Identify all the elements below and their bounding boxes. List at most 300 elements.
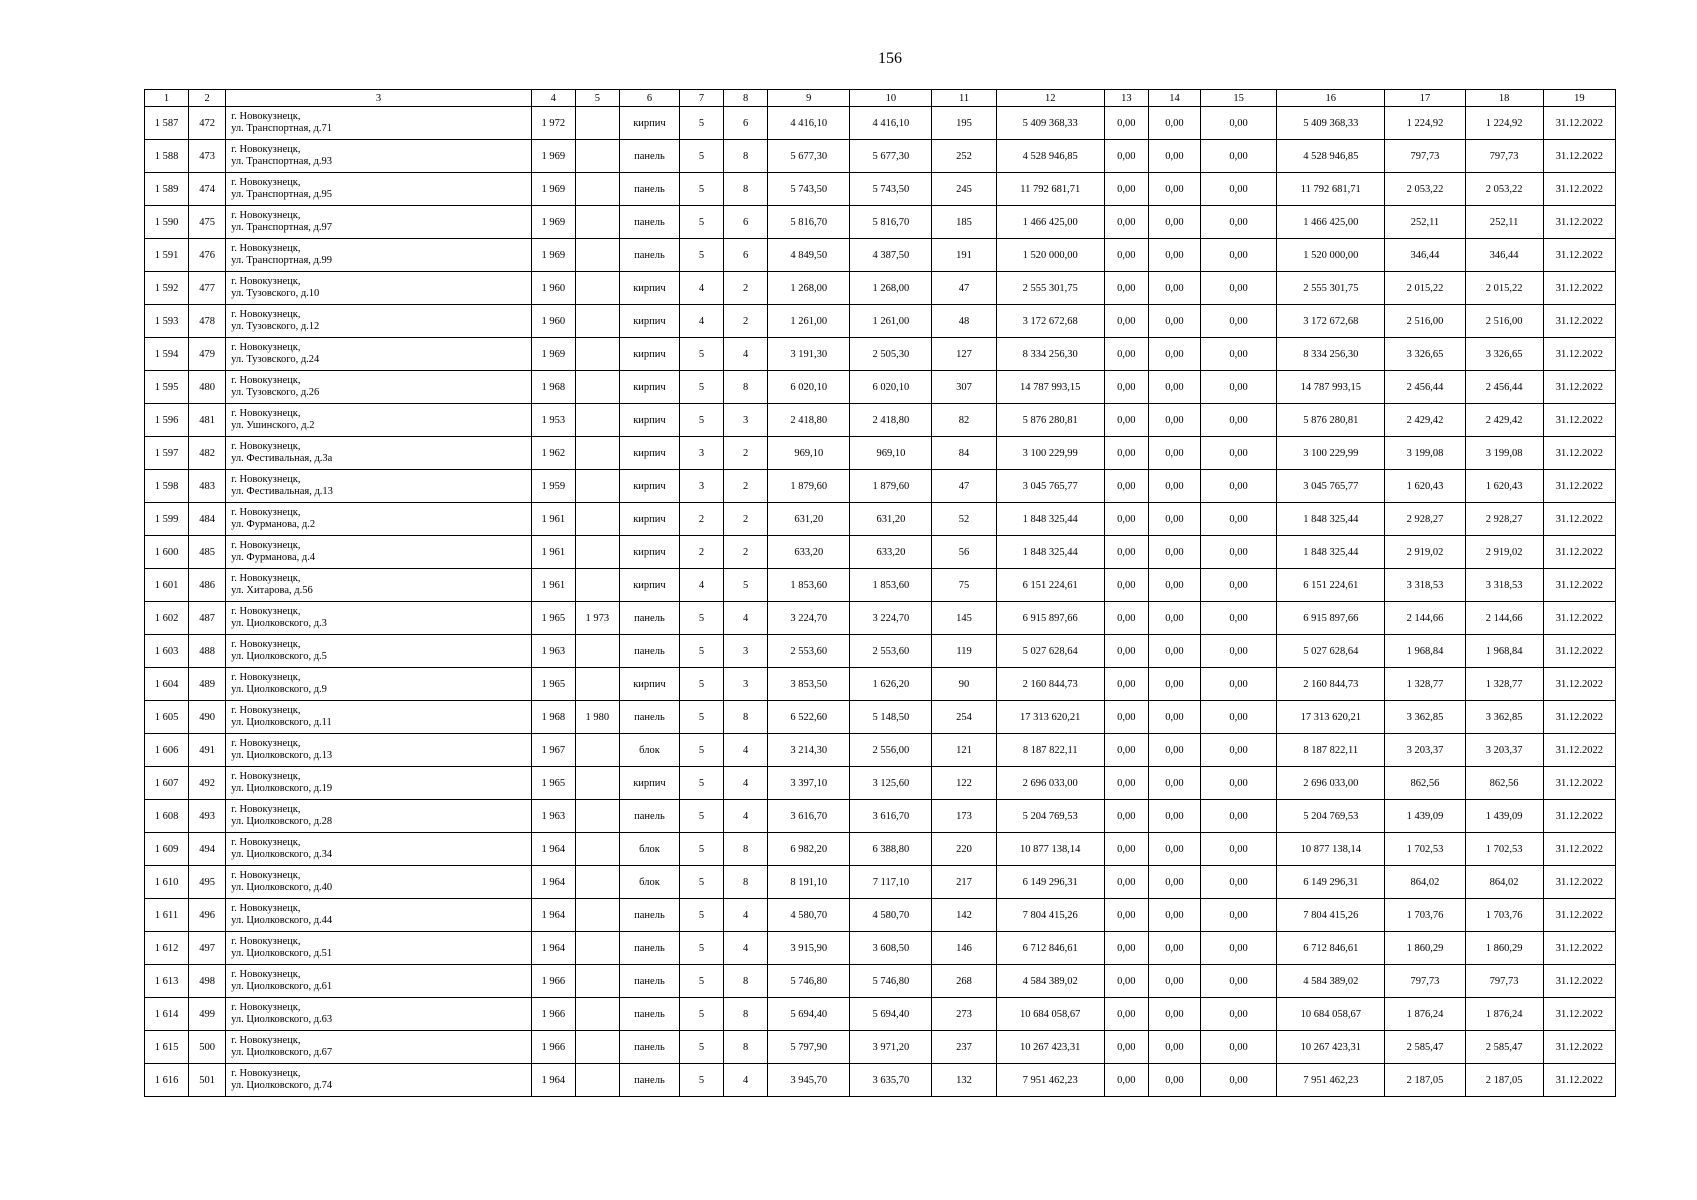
cell-col-15: 0,00: [1201, 1064, 1277, 1097]
cell-col-11: 142: [932, 899, 996, 932]
cell-col-6: панель: [619, 701, 679, 734]
cell-col-11: 217: [932, 866, 996, 899]
cell-col-8: 2: [724, 437, 768, 470]
cell-col-6: кирпич: [619, 668, 679, 701]
cell-col-19: 31.12.2022: [1543, 932, 1615, 965]
table-row: [145, 140, 1616, 173]
cell-col-12: 1 466 425,00: [996, 206, 1104, 239]
cell-col-6: панель: [619, 800, 679, 833]
cell-col-8: 4: [724, 602, 768, 635]
cell-col-6: панель: [619, 1031, 679, 1064]
address-cell: [226, 998, 532, 1031]
cell-col-1: 1 603: [145, 635, 189, 668]
cell-col-10: 3 635,70: [850, 1064, 932, 1097]
cell-col-10: 5 746,80: [850, 965, 932, 998]
cell-col-7: 5: [680, 239, 724, 272]
address-street: ул. Транспортная, д.71: [231, 123, 333, 134]
cell-col-16: 7 804 415,26: [1277, 899, 1385, 932]
cell-col-11: 220: [932, 833, 996, 866]
cell-col-10: 2 418,80: [850, 404, 932, 437]
table-row: [145, 668, 1616, 701]
cell-col-4: 1 968: [531, 701, 575, 734]
cell-col-2: 493: [189, 800, 226, 833]
cell-col-4: 1 961: [531, 569, 575, 602]
cell-col-14: 0,00: [1148, 272, 1200, 305]
address-city: г. Новокузнецк,: [231, 408, 301, 419]
cell-col-16: 11 792 681,71: [1277, 173, 1385, 206]
column-header-17: 17: [1385, 90, 1465, 107]
cell-col-6: панель: [619, 998, 679, 1031]
cell-col-10: 1 261,00: [850, 305, 932, 338]
cell-col-13: 0,00: [1104, 272, 1148, 305]
address-city: г. Новокузнецк,: [231, 210, 301, 221]
cell-col-5: [575, 140, 619, 173]
cell-col-18: 346,44: [1465, 239, 1543, 272]
cell-col-16: 1 848 325,44: [1277, 503, 1385, 536]
cell-col-9: 4 416,10: [768, 107, 850, 140]
cell-col-13: 0,00: [1104, 173, 1148, 206]
cell-col-4: 1 969: [531, 140, 575, 173]
address-street: ул. Транспортная, д.95: [231, 189, 333, 200]
cell-col-1: 1 610: [145, 866, 189, 899]
cell-col-18: 864,02: [1465, 866, 1543, 899]
address-street: ул. Циолковского, д.11: [231, 717, 332, 728]
cell-col-15: 0,00: [1201, 965, 1277, 998]
cell-col-11: 273: [932, 998, 996, 1031]
cell-col-2: 499: [189, 998, 226, 1031]
cell-col-17: 2 429,42: [1385, 404, 1465, 437]
cell-col-15: 0,00: [1201, 668, 1277, 701]
cell-col-2: 496: [189, 899, 226, 932]
cell-col-4: 1 965: [531, 767, 575, 800]
cell-col-15: 0,00: [1201, 140, 1277, 173]
cell-col-18: 1 968,84: [1465, 635, 1543, 668]
cell-col-11: 237: [932, 1031, 996, 1064]
cell-col-8: 2: [724, 272, 768, 305]
cell-col-10: 1 268,00: [850, 272, 932, 305]
cell-col-8: 3: [724, 668, 768, 701]
cell-col-18: 2 053,22: [1465, 173, 1543, 206]
cell-col-13: 0,00: [1104, 140, 1148, 173]
column-header-1: 1: [145, 90, 189, 107]
column-header-3: 3: [226, 90, 532, 107]
cell-col-5: [575, 635, 619, 668]
table-row: [145, 602, 1616, 635]
cell-col-9: 3 616,70: [768, 800, 850, 833]
cell-col-10: 4 580,70: [850, 899, 932, 932]
address-cell: [226, 107, 532, 140]
address-city: г. Новокузнецк,: [231, 540, 301, 551]
cell-col-2: 472: [189, 107, 226, 140]
cell-col-5: [575, 569, 619, 602]
cell-col-8: 4: [724, 338, 768, 371]
cell-col-4: 1 968: [531, 371, 575, 404]
cell-col-7: 3: [680, 470, 724, 503]
cell-col-7: 5: [680, 635, 724, 668]
cell-col-8: 2: [724, 470, 768, 503]
cell-col-6: кирпич: [619, 338, 679, 371]
address-street: ул. Циолковского, д.44: [231, 915, 333, 926]
cell-col-1: 1 599: [145, 503, 189, 536]
table-row: [145, 569, 1616, 602]
cell-col-18: 862,56: [1465, 767, 1543, 800]
cell-col-15: 0,00: [1201, 503, 1277, 536]
cell-col-10: 3 125,60: [850, 767, 932, 800]
cell-col-15: 0,00: [1201, 800, 1277, 833]
cell-col-6: блок: [619, 866, 679, 899]
cell-col-16: 5 409 368,33: [1277, 107, 1385, 140]
cell-col-8: 2: [724, 503, 768, 536]
cell-col-9: 3 853,50: [768, 668, 850, 701]
cell-col-18: 1 702,53: [1465, 833, 1543, 866]
cell-col-6: кирпич: [619, 470, 679, 503]
cell-col-9: 2 553,60: [768, 635, 850, 668]
cell-col-18: 2 144,66: [1465, 602, 1543, 635]
cell-col-15: 0,00: [1201, 998, 1277, 1031]
address-street: ул. Транспортная, д.93: [231, 156, 333, 167]
cell-col-11: 195: [932, 107, 996, 140]
cell-col-17: 862,56: [1385, 767, 1465, 800]
cell-col-5: [575, 1064, 619, 1097]
cell-col-18: 2 919,02: [1465, 536, 1543, 569]
cell-col-9: 6 522,60: [768, 701, 850, 734]
cell-col-8: 8: [724, 1031, 768, 1064]
cell-col-6: панель: [619, 965, 679, 998]
address-cell: [226, 800, 532, 833]
cell-col-7: 5: [680, 206, 724, 239]
cell-col-15: 0,00: [1201, 833, 1277, 866]
cell-col-15: 0,00: [1201, 272, 1277, 305]
cell-col-19: 31.12.2022: [1543, 998, 1615, 1031]
table-row: [145, 371, 1616, 404]
table-row: [145, 701, 1616, 734]
cell-col-18: 3 318,53: [1465, 569, 1543, 602]
cell-col-1: 1 609: [145, 833, 189, 866]
address-street: ул. Фурманова, д.2: [231, 519, 316, 530]
cell-col-11: 84: [932, 437, 996, 470]
cell-col-1: 1 589: [145, 173, 189, 206]
cell-col-19: 31.12.2022: [1543, 866, 1615, 899]
cell-col-5: [575, 206, 619, 239]
table-row: [145, 932, 1616, 965]
cell-col-18: 1 439,09: [1465, 800, 1543, 833]
cell-col-19: 31.12.2022: [1543, 470, 1615, 503]
cell-col-14: 0,00: [1148, 767, 1200, 800]
cell-col-18: 797,73: [1465, 140, 1543, 173]
cell-col-10: 6 020,10: [850, 371, 932, 404]
cell-col-16: 8 334 256,30: [1277, 338, 1385, 371]
cell-col-7: 5: [680, 899, 724, 932]
cell-col-8: 4: [724, 932, 768, 965]
cell-col-14: 0,00: [1148, 536, 1200, 569]
cell-col-7: 5: [680, 173, 724, 206]
cell-col-14: 0,00: [1148, 899, 1200, 932]
column-header-8: 8: [724, 90, 768, 107]
cell-col-9: 3 224,70: [768, 602, 850, 635]
cell-col-17: 1 876,24: [1385, 998, 1465, 1031]
table-row: [145, 1064, 1616, 1097]
cell-col-16: 2 555 301,75: [1277, 272, 1385, 305]
cell-col-9: 5 797,90: [768, 1031, 850, 1064]
address-cell: [226, 965, 532, 998]
cell-col-16: 4 528 946,85: [1277, 140, 1385, 173]
cell-col-19: 31.12.2022: [1543, 569, 1615, 602]
cell-col-19: 31.12.2022: [1543, 173, 1615, 206]
cell-col-13: 0,00: [1104, 701, 1148, 734]
address-street: ул. Хитарова, д.56: [231, 585, 313, 596]
cell-col-6: кирпич: [619, 437, 679, 470]
cell-col-19: 31.12.2022: [1543, 1031, 1615, 1064]
cell-col-17: 1 439,09: [1385, 800, 1465, 833]
cell-col-19: 31.12.2022: [1543, 635, 1615, 668]
cell-col-17: 3 199,08: [1385, 437, 1465, 470]
cell-col-10: 631,20: [850, 503, 932, 536]
cell-col-13: 0,00: [1104, 800, 1148, 833]
cell-col-11: 268: [932, 965, 996, 998]
cell-col-1: 1 601: [145, 569, 189, 602]
cell-col-2: 475: [189, 206, 226, 239]
cell-col-14: 0,00: [1148, 1031, 1200, 1064]
address-street: ул. Циолковского, д.5: [231, 651, 327, 662]
cell-col-2: 491: [189, 734, 226, 767]
address-city: г. Новокузнецк,: [231, 111, 301, 122]
cell-col-11: 75: [932, 569, 996, 602]
cell-col-4: 1 967: [531, 734, 575, 767]
cell-col-8: 8: [724, 866, 768, 899]
cell-col-11: 121: [932, 734, 996, 767]
cell-col-16: 5 204 769,53: [1277, 800, 1385, 833]
address-city: г. Новокузнецк,: [231, 936, 301, 947]
cell-col-12: 2 160 844,73: [996, 668, 1104, 701]
table-body: [145, 107, 1616, 1097]
cell-col-17: 2 053,22: [1385, 173, 1465, 206]
address-city: г. Новокузнецк,: [231, 606, 301, 617]
cell-col-5: [575, 998, 619, 1031]
cell-col-11: 146: [932, 932, 996, 965]
cell-col-12: 14 787 993,15: [996, 371, 1104, 404]
cell-col-19: 31.12.2022: [1543, 404, 1615, 437]
cell-col-19: 31.12.2022: [1543, 536, 1615, 569]
cell-col-11: 119: [932, 635, 996, 668]
cell-col-12: 10 267 423,31: [996, 1031, 1104, 1064]
cell-col-17: 252,11: [1385, 206, 1465, 239]
address-cell: [226, 767, 532, 800]
cell-col-8: 6: [724, 239, 768, 272]
cell-col-1: 1 614: [145, 998, 189, 1031]
cell-col-5: [575, 173, 619, 206]
cell-col-5: [575, 536, 619, 569]
address-cell: [226, 404, 532, 437]
cell-col-6: кирпич: [619, 107, 679, 140]
cell-col-18: 2 187,05: [1465, 1064, 1543, 1097]
column-header-4: 4: [531, 90, 575, 107]
cell-col-13: 0,00: [1104, 536, 1148, 569]
cell-col-5: [575, 965, 619, 998]
table-row: [145, 239, 1616, 272]
cell-col-10: 969,10: [850, 437, 932, 470]
cell-col-1: 1 608: [145, 800, 189, 833]
cell-col-14: 0,00: [1148, 635, 1200, 668]
address-city: г. Новокузнецк,: [231, 573, 301, 584]
cell-col-2: 488: [189, 635, 226, 668]
cell-col-17: 2 187,05: [1385, 1064, 1465, 1097]
cell-col-2: 477: [189, 272, 226, 305]
address-cell: [226, 503, 532, 536]
cell-col-5: [575, 437, 619, 470]
cell-col-7: 2: [680, 536, 724, 569]
cell-col-7: 5: [680, 668, 724, 701]
column-header-15: 15: [1201, 90, 1277, 107]
address-cell: [226, 668, 532, 701]
cell-col-12: 1 520 000,00: [996, 239, 1104, 272]
address-street: ул. Циолковского, д.19: [231, 783, 333, 794]
cell-col-17: 864,02: [1385, 866, 1465, 899]
column-header-12: 12: [996, 90, 1104, 107]
cell-col-19: 31.12.2022: [1543, 602, 1615, 635]
cell-col-16: 1 848 325,44: [1277, 536, 1385, 569]
cell-col-10: 4 387,50: [850, 239, 932, 272]
cell-col-6: панель: [619, 635, 679, 668]
cell-col-14: 0,00: [1148, 998, 1200, 1031]
cell-col-15: 0,00: [1201, 1031, 1277, 1064]
cell-col-19: 31.12.2022: [1543, 899, 1615, 932]
address-cell: [226, 371, 532, 404]
cell-col-2: 481: [189, 404, 226, 437]
address-city: г. Новокузнецк,: [231, 870, 301, 881]
cell-col-4: 1 962: [531, 437, 575, 470]
cell-col-12: 6 151 224,61: [996, 569, 1104, 602]
cell-col-11: 173: [932, 800, 996, 833]
cell-col-5: [575, 1031, 619, 1064]
cell-col-2: 489: [189, 668, 226, 701]
address-city: г. Новокузнецк,: [231, 771, 301, 782]
cell-col-18: 3 326,65: [1465, 338, 1543, 371]
address-street: ул. Циолковского, д.9: [231, 684, 327, 695]
cell-col-11: 254: [932, 701, 996, 734]
cell-col-4: 1 964: [531, 833, 575, 866]
cell-col-7: 5: [680, 800, 724, 833]
cell-col-13: 0,00: [1104, 998, 1148, 1031]
cell-col-9: 4 580,70: [768, 899, 850, 932]
cell-col-14: 0,00: [1148, 1064, 1200, 1097]
cell-col-2: 482: [189, 437, 226, 470]
cell-col-10: 1 853,60: [850, 569, 932, 602]
cell-col-9: 6 020,10: [768, 371, 850, 404]
cell-col-15: 0,00: [1201, 866, 1277, 899]
cell-col-2: 498: [189, 965, 226, 998]
cell-col-19: 31.12.2022: [1543, 272, 1615, 305]
cell-col-15: 0,00: [1201, 173, 1277, 206]
address-cell: [226, 305, 532, 338]
cell-col-17: 1 860,29: [1385, 932, 1465, 965]
cell-col-14: 0,00: [1148, 173, 1200, 206]
cell-col-5: [575, 800, 619, 833]
cell-col-10: 633,20: [850, 536, 932, 569]
cell-col-16: 6 915 897,66: [1277, 602, 1385, 635]
cell-col-4: 1 964: [531, 932, 575, 965]
table-row: [145, 899, 1616, 932]
cell-col-9: 5 746,80: [768, 965, 850, 998]
cell-col-6: кирпич: [619, 569, 679, 602]
address-city: г. Новокузнецк,: [231, 672, 301, 683]
cell-col-9: 5 816,70: [768, 206, 850, 239]
cell-col-2: 479: [189, 338, 226, 371]
cell-col-2: 485: [189, 536, 226, 569]
cell-col-2: 484: [189, 503, 226, 536]
cell-col-1: 1 587: [145, 107, 189, 140]
table-row: [145, 833, 1616, 866]
table-row: [145, 767, 1616, 800]
cell-col-19: 31.12.2022: [1543, 734, 1615, 767]
cell-col-9: 631,20: [768, 503, 850, 536]
cell-col-14: 0,00: [1148, 371, 1200, 404]
cell-col-18: 1 620,43: [1465, 470, 1543, 503]
cell-col-2: 492: [189, 767, 226, 800]
cell-col-9: 1 268,00: [768, 272, 850, 305]
cell-col-14: 0,00: [1148, 437, 1200, 470]
cell-col-16: 7 951 462,23: [1277, 1064, 1385, 1097]
cell-col-6: панель: [619, 1064, 679, 1097]
cell-col-14: 0,00: [1148, 602, 1200, 635]
cell-col-17: 1 702,53: [1385, 833, 1465, 866]
cell-col-16: 6 712 846,61: [1277, 932, 1385, 965]
cell-col-14: 0,00: [1148, 734, 1200, 767]
cell-col-14: 0,00: [1148, 305, 1200, 338]
cell-col-9: 3 915,90: [768, 932, 850, 965]
cell-col-1: 1 607: [145, 767, 189, 800]
cell-col-10: 5 677,30: [850, 140, 932, 173]
address-cell: [226, 932, 532, 965]
cell-col-1: 1 594: [145, 338, 189, 371]
cell-col-8: 4: [724, 899, 768, 932]
cell-col-17: 797,73: [1385, 140, 1465, 173]
cell-col-4: 1 966: [531, 998, 575, 1031]
table-row: [145, 965, 1616, 998]
cell-col-1: 1 591: [145, 239, 189, 272]
cell-col-8: 5: [724, 569, 768, 602]
address-city: г. Новокузнецк,: [231, 1068, 301, 1079]
cell-col-6: панель: [619, 239, 679, 272]
address-cell: [226, 1064, 532, 1097]
cell-col-1: 1 611: [145, 899, 189, 932]
cell-col-5: [575, 371, 619, 404]
cell-col-18: 1 876,24: [1465, 998, 1543, 1031]
cell-col-1: 1 595: [145, 371, 189, 404]
cell-col-10: 5 816,70: [850, 206, 932, 239]
cell-col-14: 0,00: [1148, 932, 1200, 965]
cell-col-13: 0,00: [1104, 833, 1148, 866]
cell-col-5: 1 973: [575, 602, 619, 635]
cell-col-16: 5 027 628,64: [1277, 635, 1385, 668]
cell-col-9: 4 849,50: [768, 239, 850, 272]
cell-col-12: 2 555 301,75: [996, 272, 1104, 305]
cell-col-7: 5: [680, 734, 724, 767]
cell-col-5: [575, 833, 619, 866]
cell-col-13: 0,00: [1104, 635, 1148, 668]
cell-col-12: 3 100 229,99: [996, 437, 1104, 470]
address-street: ул. Циолковского, д.13: [231, 750, 333, 761]
cell-col-9: 5 694,40: [768, 998, 850, 1031]
cell-col-13: 0,00: [1104, 206, 1148, 239]
cell-col-10: 3 224,70: [850, 602, 932, 635]
cell-col-10: 3 616,70: [850, 800, 932, 833]
cell-col-16: 6 151 224,61: [1277, 569, 1385, 602]
cell-col-5: [575, 305, 619, 338]
cell-col-10: 2 553,60: [850, 635, 932, 668]
cell-col-11: 145: [932, 602, 996, 635]
address-cell: [226, 899, 532, 932]
cell-col-10: 7 117,10: [850, 866, 932, 899]
